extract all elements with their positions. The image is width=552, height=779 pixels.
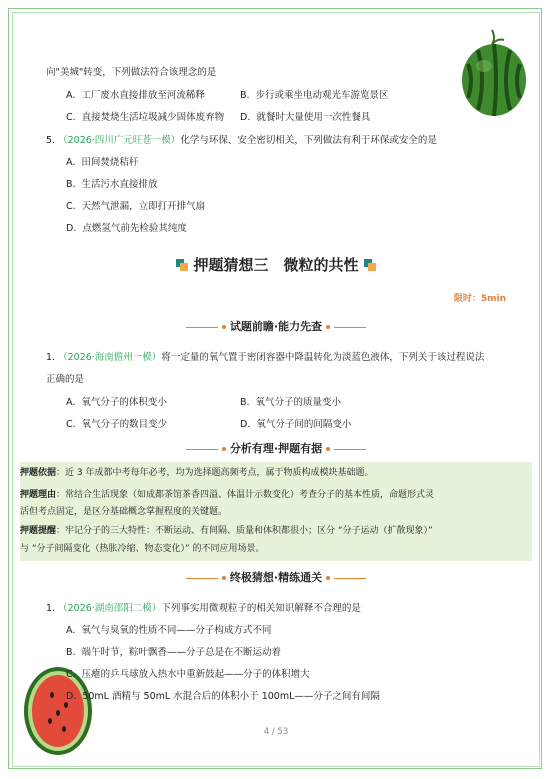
option-a: A. 氧气分子的体积变小 [66, 397, 167, 408]
analysis-box [20, 462, 532, 561]
option-a: A. 氧气与臭氧的性质不同——分子构成方式不同 [66, 625, 272, 636]
option-b: B. 步行或乘坐电动观光车游览景区 [240, 90, 389, 101]
question-1-stem-cont: 正确的是 [46, 374, 85, 385]
section-title: 押题猜想三 微粒的共性 [0, 254, 552, 275]
analysis-tip: 押题提醒：牢记分子的三大特性：不断运动、有间隔、质量和体积都很小；区分 “分子运动（扩散现象）” [20, 526, 433, 536]
question-source: （2026·四川广元旺苍一模） [58, 135, 181, 146]
option-d: D. 50mL 酒精与 50mL 水混合后的体积小于 100mL——分子之间有间隔 [66, 691, 380, 702]
page-number: 4 / 53 [263, 727, 289, 737]
subsection-title-analysis: 分析有理·押题有据 [0, 440, 552, 456]
subsection-title-preview: 试题前瞻·能力先查 [0, 318, 552, 334]
watermelon-icon [458, 24, 530, 118]
option-b: B. 端午时节，粽叶飘香——分子总是在不断运动着 [66, 647, 282, 658]
square-decor-icon [176, 259, 188, 271]
option-b: B. 生活污水直接排放 [66, 179, 158, 190]
subsection-title-practice: 终极猜想·精练通关 [0, 569, 552, 585]
analysis-tip-cont: 与 “分子间隔变化（热胀冷缩、物态变化）” 的不同应用场景。 [20, 544, 265, 554]
option-c: C. 直接焚烧生活垃圾减少固体废弃物 [66, 112, 225, 123]
question-5-stem: 5. （2026·四川广元旺苍一模）化学与环保、安全密切相关，下列做法有利于环保或安全的是 [46, 135, 437, 146]
option-c: C. 氧气分子的数目变少 [66, 419, 168, 430]
option-a: A. 工厂废水直接排放至河流稀释 [66, 90, 205, 101]
question-1b-stem: 1. （2026·湖南邵阳二模）下列事实用微观粒子的相关知识解释不合理的是 [46, 603, 361, 614]
question-1-stem: 1. （2026·海南儋州一模）将一定量的氧气置于密闭容器中降温转化为淡蓝色液体，下列关于该过程说法 [46, 352, 485, 363]
option-d: D. 氧气分子间的间隔变小 [240, 419, 352, 430]
analysis-basis: 押题依据：近 3 年成都中考每年必考，均为选择题高频考点，属于物质构成模块基础题。 [20, 468, 374, 478]
question-stem-tail: 向"美城"转变，下列做法符合该理念的是 [46, 67, 217, 78]
option-a: A. 田间焚烧秸秆 [66, 157, 139, 168]
option-c: C. 压瘪的乒乓球放入热水中重新鼓起——分子的体积增大 [66, 669, 310, 680]
analysis-reason: 押题理由：常结合生活现象（如成都茶馆茶香四溢、体温计示数变化）考查分子的基本性质，命题形式灵 [20, 490, 435, 500]
square-decor-icon [364, 259, 376, 271]
time-limit: 限时：5min [453, 294, 506, 304]
question-source: （2026·湖南邵阳二模） [58, 603, 162, 614]
option-c: C. 天然气泄漏，立即打开排气扇 [66, 201, 206, 212]
analysis-reason-cont: 活但考点固定，是区分基础概念掌握程度的关键题。 [20, 507, 228, 517]
option-d: D. 点燃氢气前先检验其纯度 [66, 223, 187, 234]
question-source: （2026·海南儋州一模） [58, 352, 162, 363]
option-b: B. 氧气分子的质量变小 [240, 397, 342, 408]
option-d: D. 就餐时大量使用一次性餐具 [240, 112, 371, 123]
